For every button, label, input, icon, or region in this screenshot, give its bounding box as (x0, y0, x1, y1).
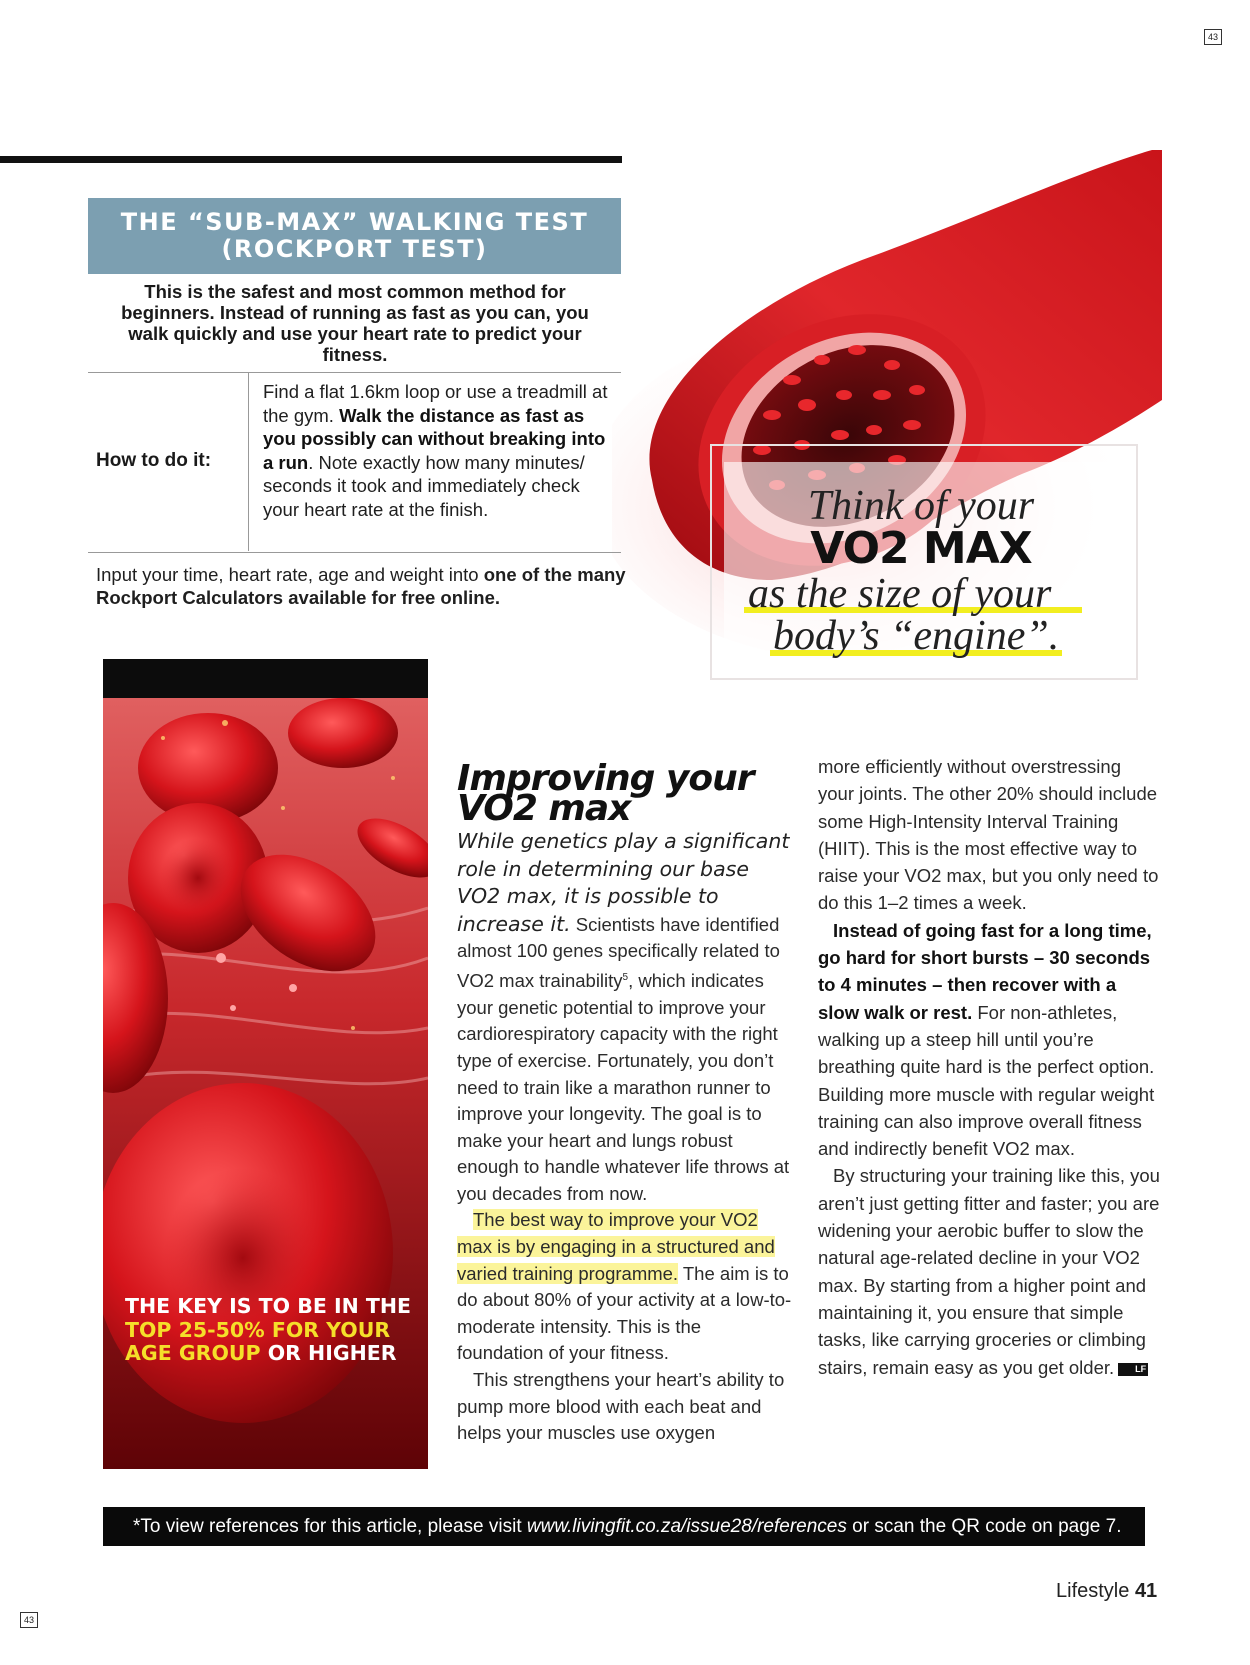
references-link[interactable]: www.livingfit.co.za/issue28/references (526, 1516, 847, 1537)
how-to-text-2: . Note exactly how many minutes/ seconds it took and immediately check your heart rate at the finish. (263, 451, 585, 520)
image-header-bar (103, 659, 428, 698)
page-number: 41 (1134, 1580, 1158, 1602)
how-to-label: How to do it: (96, 450, 212, 471)
rockport-title-line-1: THE “SUB-MAX” WALKING TEST (120, 208, 589, 236)
page-folio (1056, 1580, 1157, 1603)
article-p3: This strengthens your heart’s ability to pump more blood with each beat and helps your muscles use oxygen (457, 1369, 785, 1444)
rockport-footer-bold: one of the many Rockport Calculators available for free online. (96, 564, 626, 608)
article-lead: While genetics play a significant role in determining our base VO2 max, it is possible to increase it. (457, 829, 790, 936)
ref-prefix: *To view references for this article, please visit (133, 1516, 527, 1537)
table-divider (248, 372, 249, 551)
end-mark-icon: LF (1118, 1363, 1148, 1376)
page-box-number-bottom: 43 (20, 1612, 38, 1628)
key-callout (125, 1295, 415, 1366)
rockport-title-line-2: (ROCKPORT TEST) (221, 235, 488, 263)
article-title-line-2: VO2 max (457, 788, 631, 829)
article-title-line-1: Improving your (457, 758, 754, 799)
article-c2-p2: For non-athletes, walking up a steep hill until you’re breathing quite hard is the perfect option. Building more muscle with regular weight training can also improve overall fitness and indirectly benefit VO2 max. (818, 1001, 1155, 1160)
footnote-ref: 5 (622, 971, 629, 983)
rockport-intro: This is the safest and most common method for beginners. Instead of running as fast as you can, you walk quickly and use your heart rate to predict your fitness. (121, 281, 589, 365)
key-text-2: OR HIGHER (267, 1341, 397, 1365)
article-highlight: The best way to improve your VO2 max is by engaging in a structured and varied training programme. (457, 1209, 775, 1284)
how-to-text-bold: Walk the distance as fast as you possibly can without breaking into a run (263, 404, 606, 473)
article-p1a: Scientists have identified almost 100 genes specifically related to VO2 max trainability (457, 913, 780, 992)
how-to-text (263, 380, 608, 521)
key-text-1: THE KEY IS TO BE IN THE (125, 1294, 412, 1318)
article-c2-bold: Instead of going fast for a long time, go hard for short bursts – 30 seconds to 4 minutes – then recover with a slow walk or rest. (818, 919, 1152, 1023)
article-p2: The aim is to do about 80% of your activity at a low-to-moderate intensity. This is the foundation of your fitness. (457, 1262, 792, 1364)
quote-line-1: Think of your (807, 483, 1035, 529)
top-rule (0, 156, 622, 163)
rockport-title (88, 198, 621, 274)
quote-line-3: as the size of your (748, 571, 1052, 617)
key-text-yellow: TOP 25-50% FOR YOUR AGE GROUP (125, 1317, 391, 1365)
ref-suffix: or scan the QR code on page 7. (846, 1516, 1122, 1537)
folio-section: Lifestyle (1056, 1580, 1130, 1602)
article-c2-p1: more efficiently without overstressing your joints. The other 20% should include some High-Intensity Interval Training (HIIT). This is the most effective way to raise your VO2 max, but you only need to do this 1–2 times a week. (818, 756, 1159, 914)
article-c2-p3: By structuring your training like this, you aren’t just getting fitter and faster; you are widening your aerobic buffer to slow the natural age-related decline in your VO2 max. By starting from a higher point and maintaining it, you ensure that simple tasks, like carrying groceries or climbing stairs, remain easy as you get older. (818, 1165, 1160, 1378)
article-p1b: , which indicates your genetic potential to improve your cardiorespiratory capacity with the right type of exercise. Fortunately, you don’t need to train like a marathon runner to improve your longevity. The goal is to make your heart and lungs robust enough to handle whatever life throws at you decades from now. (457, 970, 790, 1204)
rockport-footer-text: Input your time, heart rate, age and weight into (96, 564, 484, 585)
quote-vo2-max: VO2 MAX (810, 523, 1032, 574)
article-title (457, 758, 797, 829)
references-bar (103, 1507, 1145, 1546)
article-column-1 (457, 828, 792, 1447)
article-column-2 (818, 753, 1160, 1381)
rockport-footer (96, 563, 626, 609)
how-to-text-1: Find a flat 1.6km loop or use a treadmill at the gym. (263, 381, 608, 426)
page-box-number: 43 (1204, 29, 1222, 45)
quote-line-4: body’s “engine”. (773, 613, 1060, 659)
